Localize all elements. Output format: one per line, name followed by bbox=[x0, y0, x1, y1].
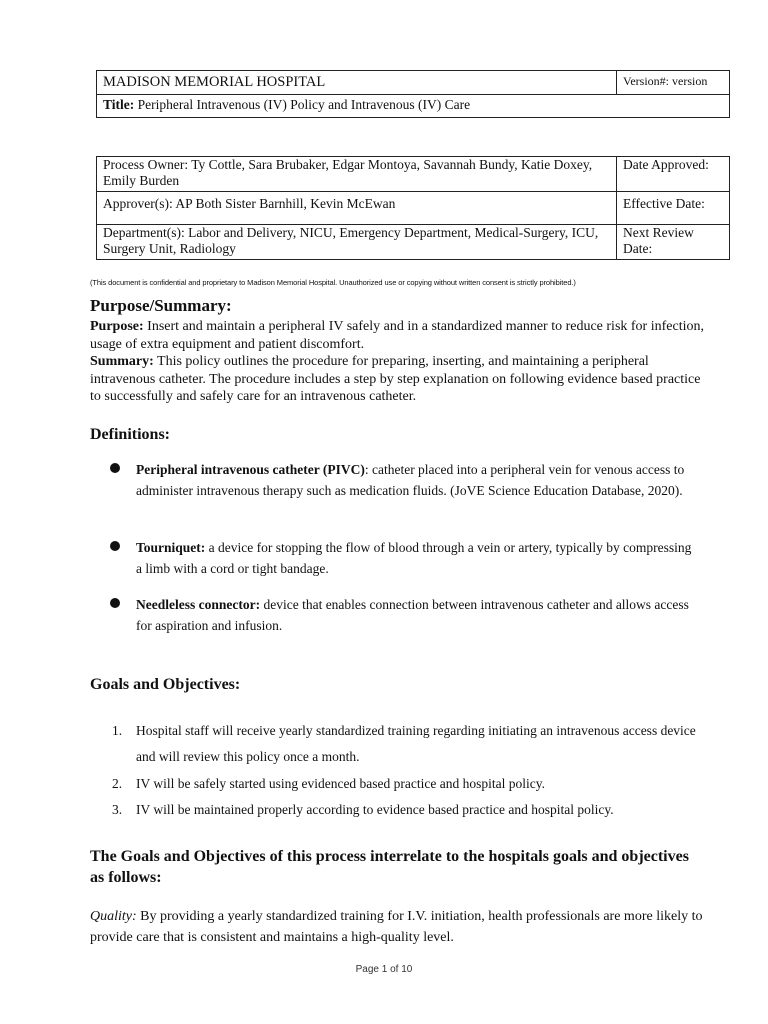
departments: Department(s): Labor and Delivery, NICU, Emergency Department, Medical-Surgery, ICU, Surgery Unit, Radiology bbox=[97, 225, 617, 260]
approvers: Approver(s): AP Both Sister Barnhill, Kevin McEwan bbox=[97, 192, 617, 225]
bullet-icon bbox=[110, 463, 120, 473]
info-table bbox=[96, 156, 730, 260]
goals-heading: Goals and Objectives: bbox=[90, 676, 241, 693]
definitions-heading: Definitions: bbox=[90, 426, 170, 443]
title-label: Title: bbox=[103, 97, 135, 112]
summary-label: Summary: bbox=[90, 354, 154, 369]
goal-number: 3. bbox=[112, 802, 123, 817]
definition-term: Tourniquet: bbox=[136, 540, 206, 555]
hospital-name: MADISON MEMORIAL HOSPITAL bbox=[97, 71, 617, 95]
header-table bbox=[96, 70, 730, 118]
purpose-label: Purpose: bbox=[90, 319, 144, 334]
definition-text: a device for stopping the flow of blood through a vein or artery, typically by compressing a limb with a cord or tight bandage. bbox=[136, 540, 692, 576]
purpose-heading: Purpose/Summary: bbox=[90, 296, 232, 315]
goal-text: IV will be maintained properly according to evidence based practice and hospital policy. bbox=[136, 802, 614, 817]
quality-text: By providing a yearly standardized training for I.V. initiation, health professionals are more likely to provide care that is consistent and maintains a high-quality level. bbox=[90, 909, 703, 945]
effective-date: Effective Date: bbox=[617, 192, 730, 225]
next-review-date: Next Review Date: bbox=[617, 225, 730, 260]
quality-paragraph bbox=[90, 906, 710, 948]
purpose-text: Insert and maintain a peripheral IV safely and in a standardized manner to reduce risk for infection, usage of extra equipment and patient discomfort. bbox=[90, 319, 704, 352]
goal-text: IV will be safely started using evidenced based practice and hospital policy. bbox=[136, 776, 545, 791]
interrelate-heading: The Goals and Objectives of this process interrelate to the hospitals goals and objectives as follows: bbox=[90, 848, 689, 886]
definition-term: Needleless connector: bbox=[136, 597, 261, 612]
page-number: Page 1 of 10 bbox=[355, 964, 413, 975]
definition-term: Peripheral intravenous catheter (PIVC) bbox=[136, 462, 365, 477]
confidentiality-notice: (This document is confidential and proprietary to Madison Memorial Hospital. Unauthorized use or copying without written consent is strictly prohibited.) bbox=[90, 278, 576, 287]
process-owner: Process Owner: Ty Cottle, Sara Brubaker, Edgar Montoya, Savannah Bundy, Katie Doxey, Emily Burden bbox=[97, 157, 617, 192]
definition-text: device that enables connection between intravenous catheter and allows access for aspiration and infusion. bbox=[136, 597, 689, 633]
goal-number: 2. bbox=[112, 776, 123, 791]
document-title bbox=[97, 95, 730, 118]
bullet-icon bbox=[110, 541, 120, 551]
title-text: Peripheral Intravenous (IV) Policy and Intravenous (IV) Care bbox=[137, 97, 471, 112]
summary-paragraph bbox=[90, 353, 710, 406]
summary-text: This policy outlines the procedure for preparing, inserting, and maintaining a peripheral intravenous catheter. The procedure includes a step by step explanation on following evidence based practice to successfully and safely care for an intravenous catheter. bbox=[90, 354, 701, 404]
document-page: MADISON MEMORIAL HOSPITAL Version#: version Title: Peripheral Intravenous (IV) Policy and Intravenous (IV) Care Process Owner: Ty Cottle, Sara Brubaker, Edgar Montoya, Savannah Bundy, Katie Doxey, Emily Burden Date Approved: Approver(s): AP Both Sister Barnhill, Kevin McEwan Effective Date: Department(s): Labor and Delivery, NICU, Emergency Department, Medical-Surgery, ICU, Surgery Unit, Radiology Next Review Date: (This document is confidential and proprietary to Madison Memorial Hospital. Unauthorized use or copying without written consent is strictly prohibited.) Purpose/Summary: Purpose: Insert and maintain a peripheral IV safely and in a standardized manner to reduce risk for infection, usage of extra equipment and patient discomfort. Summary: This policy outlines the procedure for preparing, inserting, and maintaining a peripheral intravenous catheter. The procedure includes a step by step explanation on following evidence based practice to successfully and safely care for an intravenous catheter. Definitions: Peripheral intravenous catheter (PIVC): catheter placed into a peripheral vein for venous access to administer intravenous therapy such as medication fluids. (JoVE Science Education Database, 2020). Tourniquet: a device for stopping the flow of blood through a vein or artery, typically by compressing a limb with a cord or tight bandage. Needleless connector: device that enables connection between intravenous catheter and allows access for aspiration and infusion. Goals and Objectives: 1. Hospital staff will receive yearly standardized training regarding initiating an intravenous access device and will review this policy once a month. 2. IV will be safely started using evidenced based practice and hospital policy. 3. IV will be maintained properly according to evidence based practice and hospital policy. The Goals and Objectives of this process interrelate to the hospitals goals and objectives as follows: Quality: By providing a yearly standardized training for I.V. initiation, health professionals are more likely to provide care that is consistent and maintains a high-quality level. Page 1 of 10 bbox=[0, 0, 768, 1024]
goal-text: Hospital staff will receive yearly standardized training regarding initiating an intravenous access device and will review this policy once a month. bbox=[136, 723, 696, 764]
version-field: Version#: version bbox=[617, 71, 730, 95]
goal-number: 1. bbox=[112, 723, 123, 738]
bullet-icon bbox=[110, 598, 120, 608]
quality-label: Quality: bbox=[90, 909, 137, 924]
purpose-paragraph bbox=[90, 318, 710, 353]
date-approved: Date Approved: bbox=[617, 157, 730, 192]
definition-text: catheter placed into a peripheral vein for venous access to administer intravenous therapy such as medication fluids. (JoVE Science Education Database, 2020). bbox=[136, 462, 685, 498]
